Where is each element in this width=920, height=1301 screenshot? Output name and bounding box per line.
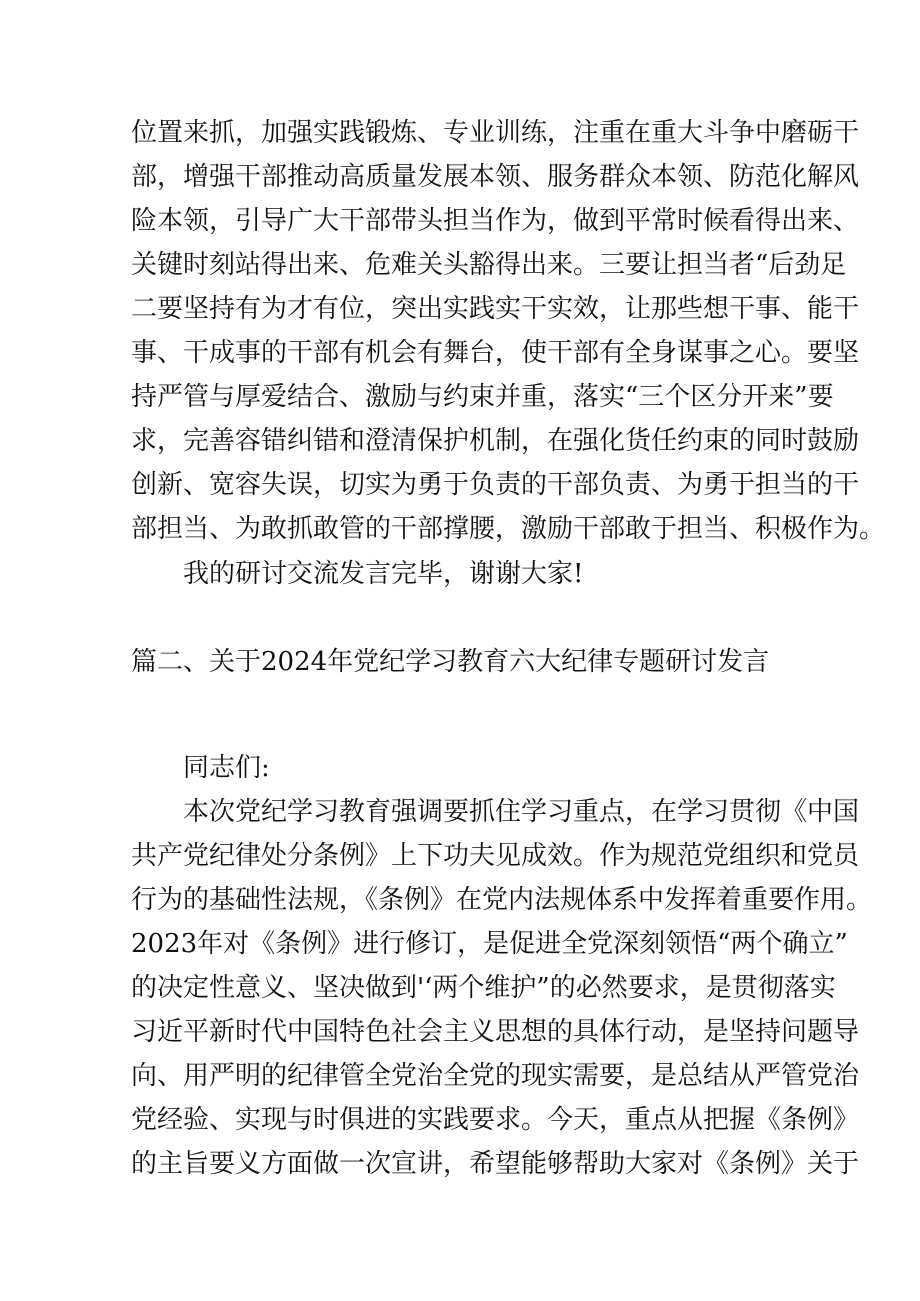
paragraph-line: 创新、宽容失误，切实为勇于负责的干部负责、为勇于担当的干 [131,470,860,500]
paragraph-line: 习近平新时代中国特色社会主义思想的具体行动，是坚持问题导 [131,1017,860,1047]
paragraph-line: 的主旨要义方面做一次宣讲，希望能够帮助大家对《条例》关于 [131,1149,860,1179]
closing-remark [131,552,791,596]
paragraph-line: 向、用严明的纪律管全党治全党的现实需要，是总结从严管党治 [131,1061,860,1091]
paragraph-line: 关键时刻站得出来、危难关头豁得出来。三要让担当者“后劲足 [131,250,847,280]
section-heading-text: 篇二、关于2024年党纪学习教育六大纪律专题研讨发言 [131,647,770,677]
paragraph-line: 党经验、实现与时俱进的实践要求。今天，重点从把握《条例》 [131,1105,860,1135]
section-heading [131,640,791,684]
paragraph-continued [131,111,886,551]
paragraph-line: 二要坚持有为才有位，突出实践实干实效，让那些想干事、能干 [131,294,860,324]
paragraph-line: 求，完善容错纠错和澄清保护机制，在强化货任约束的同时鼓励 [131,426,860,456]
paragraph-line: 2023年对《条例》进行修订，是促进全党深刻领悟“两个确立” [131,929,848,959]
paragraph-line: 持严管与厚爱结合、激励与约束并重，落实“三个区分开来”要 [131,382,834,412]
paragraph-line: 本次党纪学习教育强调要抓住学习重点，在学习贯彻《中国 [183,797,860,827]
paragraph-line: 行为的基础性法规，《条例》在党内法规体系中发挥着重要作用。 [131,885,873,915]
paragraph-line: 部担当、为敢抓敢管的干部撑腰，激励干部敢于担当、积极作为。 [131,514,886,544]
paragraph-line: 险本领，引导广大干部带头担当作为，做到平常时候看得出来、 [131,206,860,236]
paragraph-line: 共产党纪律处分条例》上下功夫见成效。作为规范党组织和党员 [131,841,860,871]
paragraph-line: 的决定性意义、坚决做到'‘两个维护”的必然要求，是贯彻落实 [131,973,836,1003]
paragraph-line: 事、干成事的干部有机会有舞台，使干部有全身谋事之心。要坚 [131,338,860,368]
speech-body [131,746,873,1186]
paragraph-line: 部，增强干部推动高质量发展本领、服务群众本领、防范化解风 [131,162,860,192]
greeting: 同志们: [183,753,270,783]
closing-line: 我的研讨交流发言完毕，谢谢大家! [183,559,584,589]
paragraph-line: 位置来抓，加强实践锻炼、专业训练，注重在重大斗争中磨砺干 [131,118,860,148]
